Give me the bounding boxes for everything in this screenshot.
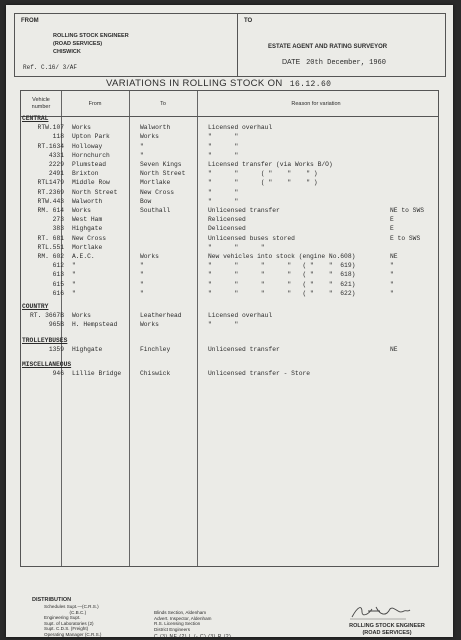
vehicle-number-cell: RM. 614 <box>37 207 64 214</box>
garage-code-cell: NE to SWS <box>390 207 425 214</box>
reason-cell: " " <box>208 321 239 329</box>
from-cell: North Street <box>72 188 118 196</box>
from-box <box>15 14 238 76</box>
distribution-item: Schedules Supt.—(C.R.S.) <box>44 604 99 609</box>
from-cell: A.E.C. <box>72 253 95 260</box>
reason-cell: " " <box>208 197 239 205</box>
from-cell: " <box>72 280 76 288</box>
to-cell: Works <box>140 321 159 329</box>
reason-cell: " " <box>208 188 239 196</box>
table-row <box>20 143 440 151</box>
vehicle-number-cell: 2229 <box>48 161 64 168</box>
table-row <box>20 179 440 187</box>
from-line: ROLLING STOCK ENGINEER <box>53 33 129 39</box>
from-cell: Upton Park <box>72 133 110 141</box>
to-box <box>238 14 444 76</box>
vehicle-number-cell: 1359 <box>48 345 64 353</box>
to-cell: Southall <box>140 207 171 214</box>
vehicle-number-cell: RT.2369 <box>37 188 64 196</box>
table-row <box>20 321 440 329</box>
signatory-line: (ROAD SERVICES) <box>362 630 412 636</box>
distribution-item: Engineering Supt. <box>44 615 81 621</box>
table-row <box>20 262 440 270</box>
to-cell: " <box>140 271 144 279</box>
table-row <box>20 152 440 160</box>
vehicle-number-cell: 118 <box>52 133 64 141</box>
from-cell: " <box>72 271 76 279</box>
section-heading: COUNTRY <box>22 303 49 310</box>
section-heading: TROLLEYBUSES <box>22 336 68 344</box>
table-row <box>20 161 440 169</box>
vehicle-number-cell: 965B <box>48 321 64 329</box>
table-row <box>20 235 440 243</box>
table-row <box>20 207 440 215</box>
distribution-item: Supt. C.D.S. (Freight) <box>44 626 89 632</box>
table-row <box>20 244 440 252</box>
vehicle-number-cell: RTW.107 <box>37 124 64 132</box>
vehicle-number-cell: RT.1634 <box>37 142 64 150</box>
to-cell: Seven Kings <box>140 161 182 168</box>
garage-code-cell: NE <box>390 345 398 353</box>
signature <box>346 603 416 621</box>
reason-cell: " " <box>208 142 239 150</box>
reason-cell: Unlicensed transfer <box>208 345 280 353</box>
vehicle-number-cell: RTW.443 <box>37 197 64 205</box>
handwritten-signature <box>346 603 416 621</box>
from-cell: Works <box>72 124 91 132</box>
col-header-to: To <box>160 101 166 107</box>
vehicle-number-cell: 946 <box>52 370 64 378</box>
distribution-list-1 <box>44 604 101 638</box>
to-cell: Finchley <box>140 345 171 353</box>
garage-code-cell: E <box>390 225 394 233</box>
vehicle-number-cell: 616 <box>52 289 64 297</box>
garage-code-cell: E to SWS <box>390 234 421 242</box>
table-row <box>20 346 440 354</box>
col-header-reason: Reason for variation <box>291 101 341 107</box>
table-row <box>20 253 440 261</box>
reason-cell: Delicensed <box>208 225 246 233</box>
reason-cell: " " ( " " " ) <box>208 170 318 178</box>
vehicle-number-cell: RT. 681 <box>37 234 64 242</box>
reason-cell: " " " <box>208 243 265 251</box>
from-cell: Brixton <box>72 170 99 178</box>
table-row <box>20 312 440 320</box>
reference-number: Ref. C.16/ 3/AF <box>23 64 78 71</box>
table-row <box>20 189 440 197</box>
memo-header <box>14 13 446 77</box>
vehicle-number-cell: 4331 <box>48 151 64 159</box>
reason-cell: Licensed overhaul <box>208 124 273 132</box>
distribution-list-2 <box>154 610 211 632</box>
date-label: DATE <box>282 59 301 66</box>
vehicle-number-cell: 613 <box>52 271 64 279</box>
to-cell: Works <box>140 253 159 260</box>
date-line <box>282 59 386 67</box>
reason-cell: " " ( " " " ) <box>208 179 318 187</box>
to-cell: Chiswick <box>140 370 171 378</box>
garage-code-cell: NE <box>390 253 398 260</box>
table-row <box>20 198 440 206</box>
table-row <box>20 170 440 178</box>
from-cell: Hornchurch <box>72 151 110 159</box>
vehicle-number-cell: RT. 3667B <box>29 312 64 320</box>
table-row <box>20 124 440 132</box>
reason-cell: " " <box>208 151 239 159</box>
from-cell: West Ham <box>72 216 103 224</box>
distribution-title: DISTRIBUTION <box>32 597 72 603</box>
from-address <box>53 32 129 56</box>
document-title <box>106 78 331 89</box>
vehicle-number-cell: 2491 <box>48 170 64 178</box>
title-text: VARIATIONS IN ROLLING STOCK ON <box>106 78 283 89</box>
memo-sheet <box>6 5 453 640</box>
from-label: FROM <box>21 18 39 24</box>
vehicle-number-cell: 273 <box>52 216 64 224</box>
from-cell: Plumstead <box>72 161 107 168</box>
signatory-line: ROLLING STOCK ENGINEER <box>349 623 425 629</box>
vehicle-number-cell: 615 <box>52 280 64 288</box>
garage-code-cell: " <box>390 262 394 270</box>
from-cell: Walworth <box>72 197 103 205</box>
reason-cell: " " " " ( " " 619) <box>208 262 356 270</box>
header-divider <box>21 116 438 117</box>
table-row <box>20 290 440 298</box>
table-row <box>20 271 440 279</box>
table-row <box>20 225 440 233</box>
col-header-vehicle: Vehicle number <box>31 97 51 110</box>
from-cell: Middle Row <box>72 179 110 187</box>
distribution-item: (C.B.C.) <box>44 609 87 615</box>
reason-cell: Licensed overhaul <box>208 312 273 320</box>
reason-cell: Unlicensed buses stored <box>208 234 295 242</box>
table-row <box>20 133 440 141</box>
distribution-item: R.S. Licensing Section <box>154 621 201 627</box>
to-cell: " <box>140 151 144 159</box>
from-cell: Holloway <box>72 142 103 150</box>
reason-cell: " " " " ( " " 622) <box>208 289 356 297</box>
vehicle-number-cell: RTL.551 <box>37 243 64 251</box>
from-cell: Works <box>72 207 91 214</box>
from-cell: Lillie Bridge <box>72 370 122 378</box>
distribution-item: Advert. Inspector, Aldenham <box>154 615 212 621</box>
section-heading: MISCELLANEOUS <box>22 361 72 368</box>
from-cell: Mortlake <box>72 243 103 251</box>
from-cell: Highgate <box>72 225 103 233</box>
distribution-item: District Engineers <box>154 626 190 632</box>
from-line: (ROAD SERVICES) <box>53 41 103 47</box>
distribution-item: Operating Manager (C.R.S.) <box>44 631 102 637</box>
reason-cell: " " " " ( " " 618) <box>208 271 356 279</box>
reason-cell: Unlicensed transfer <box>208 207 280 214</box>
distribution-item: Blinds Section, Aldenham <box>154 610 207 615</box>
reason-cell: Unlicensed transfer - Store <box>208 370 311 378</box>
vehicle-number-cell: RTL1479 <box>37 179 64 187</box>
from-cell: H. Hempstead <box>72 321 118 329</box>
table-row <box>20 281 440 289</box>
distribution-item: Supt. of Laboratories (2) <box>44 620 94 626</box>
from-cell: New Cross <box>72 234 107 242</box>
to-label: TO <box>244 18 253 24</box>
garage-code-cell: " <box>390 289 394 297</box>
table-row <box>20 370 440 378</box>
signatory-title <box>346 623 428 637</box>
to-cell: Walworth <box>140 124 171 132</box>
to-cell: Bow <box>140 197 152 205</box>
to-cell: " <box>140 289 144 297</box>
reason-cell: Licensed transfer (via Works B/O) <box>208 161 333 168</box>
to-cell: " <box>140 262 144 270</box>
to-cell: Leatherhead <box>140 312 182 320</box>
title-date: 16.12.60 <box>289 80 332 89</box>
to-cell: Works <box>140 133 159 141</box>
distribution-codes: C (3) NE (2) L (- C) (3) R (2) <box>154 634 232 640</box>
vehicle-number-cell: 612 <box>52 262 64 270</box>
to-cell: " <box>140 142 144 150</box>
col-header-from: From <box>88 101 102 107</box>
reason-cell: Relicensed <box>208 216 246 224</box>
from-cell: Works <box>72 312 91 320</box>
to-cell: New Cross <box>140 188 175 196</box>
table-row <box>20 216 440 224</box>
garage-code-cell: " <box>390 271 394 279</box>
garage-code-cell: " <box>390 280 394 288</box>
from-cell: Highgate <box>72 345 103 353</box>
from-cell: " <box>72 262 76 270</box>
vehicle-number-cell: 383 <box>52 225 64 233</box>
from-cell: " <box>72 289 76 297</box>
to-cell: North Street <box>140 170 186 178</box>
section-heading: CENTRAL <box>22 115 49 122</box>
to-recipient: ESTATE AGENT AND RATING SURVEYOR <box>268 44 388 50</box>
garage-code-cell: E <box>390 216 394 224</box>
reason-cell: New vehicles into stock (engine No.608) <box>208 253 356 260</box>
to-cell: " <box>140 280 144 288</box>
reason-cell: " " <box>208 133 239 141</box>
vehicle-number-cell: RM. 602 <box>37 253 64 260</box>
reason-cell: " " " " ( " " 621) <box>208 280 356 288</box>
from-line: CHISWICK <box>53 49 81 55</box>
to-cell: Mortlake <box>140 179 171 187</box>
date-value: 20th December, 1960 <box>306 59 386 67</box>
